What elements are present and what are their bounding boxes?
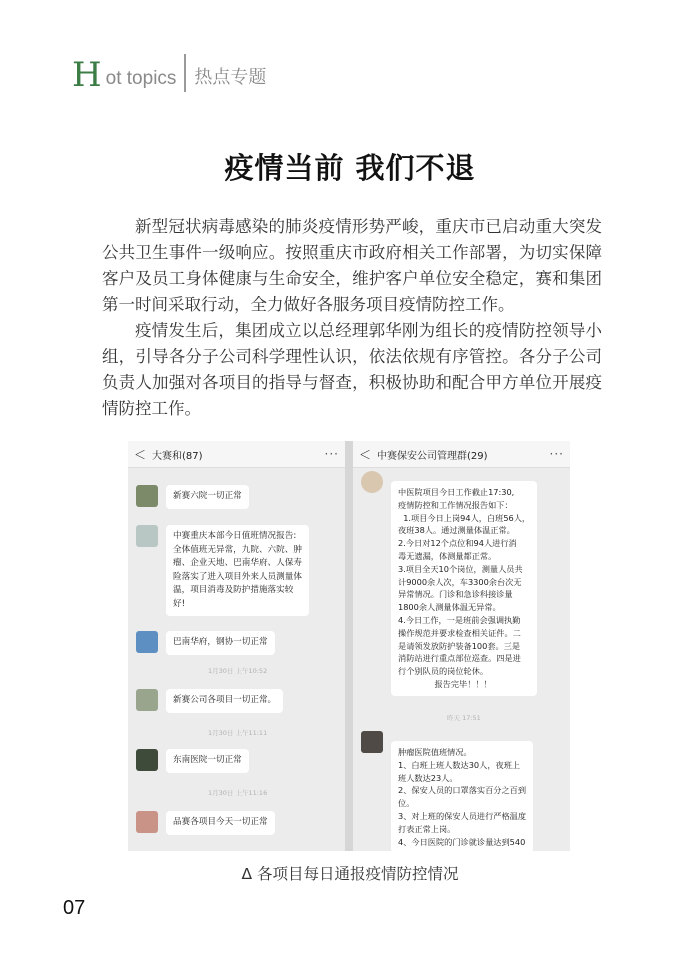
right-chat-topbar — [353, 441, 570, 468]
header-letter: H — [72, 55, 102, 95]
chat-message — [136, 689, 283, 713]
chat-message — [136, 631, 275, 655]
message-bubble: 中赛重庆本部今日值班情况报告: 全体值班无异常，九院、六院、肿 瘤、企业天地、巴南华府、人保寿 险落实了进入项目外来人员测量体 温，项目消毒及防护措施落实较 好! — [166, 525, 309, 616]
message-bubble: 东南医院一切正常 — [166, 749, 249, 773]
avatar — [136, 749, 158, 771]
avatar — [136, 631, 158, 653]
avatar — [136, 811, 158, 833]
chat-message — [136, 749, 249, 773]
chat-message — [361, 471, 537, 696]
message-bubble: 肿瘤医院值班情况。 1、白班上班人数达30人，夜班上 班人数达23人。 2、保安人员的口罩落实百分之百到 位。 3、对上班的保安人员进行严格温度 打表正常上岗。 4、今日医院的门诊就诊量达到540 — [391, 741, 533, 851]
chat-message — [136, 525, 309, 616]
timestamp: 1月30日 上午10:52 — [208, 667, 268, 675]
message-bubble: 新赛公司各项目一切正常。 — [166, 689, 283, 713]
avatar — [361, 731, 383, 753]
right-chat-screen — [353, 441, 570, 851]
article-title: 疫情当前 我们不退 — [224, 151, 476, 185]
left-chat-screen — [128, 441, 345, 851]
right-chat-title: 中赛保安公司管理群(29) — [377, 450, 488, 462]
more-icon[interactable]: ··· — [549, 447, 564, 461]
page-number: 07 — [63, 897, 86, 919]
figure-caption: Δ 各项目每日通报疫情防控情况 — [241, 865, 459, 883]
header-divider — [184, 54, 186, 92]
avatar — [136, 525, 158, 547]
timestamp: 1月30日 上午11:11 — [208, 729, 268, 737]
left-chat-title: 大赛和(87) — [152, 450, 203, 462]
message-bubble: 品赛各项目今天一切正常 — [166, 811, 275, 835]
article-body — [102, 214, 602, 422]
chat-screenshots — [128, 441, 570, 851]
header-chinese: 热点专题 — [194, 67, 267, 88]
header-english: ot topics — [105, 68, 177, 89]
chat-message — [361, 731, 533, 851]
message-bubble: 新赛六院一切正常 — [166, 485, 249, 509]
message-bubble: 巴南华府，钢协一切正常 — [166, 631, 275, 655]
paragraph-2: 疫情发生后，集团成立以总经理郭华刚为组长的疫情防控领导小组，引导各分子公司科学理性认识，依法依规有序管控。各分子公司负责人加强对各项目的指导与督查，积极协助和配合甲方单位开展疫情防控工作。 — [102, 321, 602, 418]
timestamp: 1月30日 上午11:16 — [208, 789, 268, 797]
avatar — [136, 485, 158, 507]
more-icon[interactable]: ··· — [324, 447, 339, 461]
paragraph-1: 新型冠状病毒感染的肺炎疫情形势严峻，重庆市已启动重大突发公共卫生事件一级响应。按照重庆市政府相关工作部署，为切实保障客户及员工身体健康与生命安全，维护客户单位安全稳定，赛和集团第一时间采取行动，全力做好各服务项目疫情防控工作。 — [102, 217, 602, 314]
back-icon[interactable]: ＜ — [134, 447, 147, 462]
left-chat-topbar — [128, 441, 345, 468]
chat-message — [136, 485, 249, 509]
section-header — [72, 54, 267, 95]
message-bubble: 中医院项目今日工作截止17:30, 疫情防控和工作情况报告如下： 1.项目今日上岗94人，白班56人， 夜班38人。通过测量体温正常。 2.今日对12个点位和94人进行消 毒无遗漏，体测量都正常。 3.项目全天10个岗位，测量人员共 计9000余人次，车3300余台次无 异常情况。门诊和急诊科接诊量 1800余人测量体温无异常。 4.今日工作，一是班前会强调执勤 操作规范并要求检查相关证件。二 是请领发放防护装备100套。三是 消防站进行重点部位巡查。四是进 行个别队员的岗位轮休。 报告完毕！！！ — [391, 481, 537, 696]
avatar — [136, 689, 158, 711]
back-icon[interactable]: ＜ — [359, 447, 372, 462]
chat-message — [136, 811, 275, 835]
timestamp: 昨天 17:51 — [447, 714, 481, 722]
avatar — [361, 471, 383, 493]
